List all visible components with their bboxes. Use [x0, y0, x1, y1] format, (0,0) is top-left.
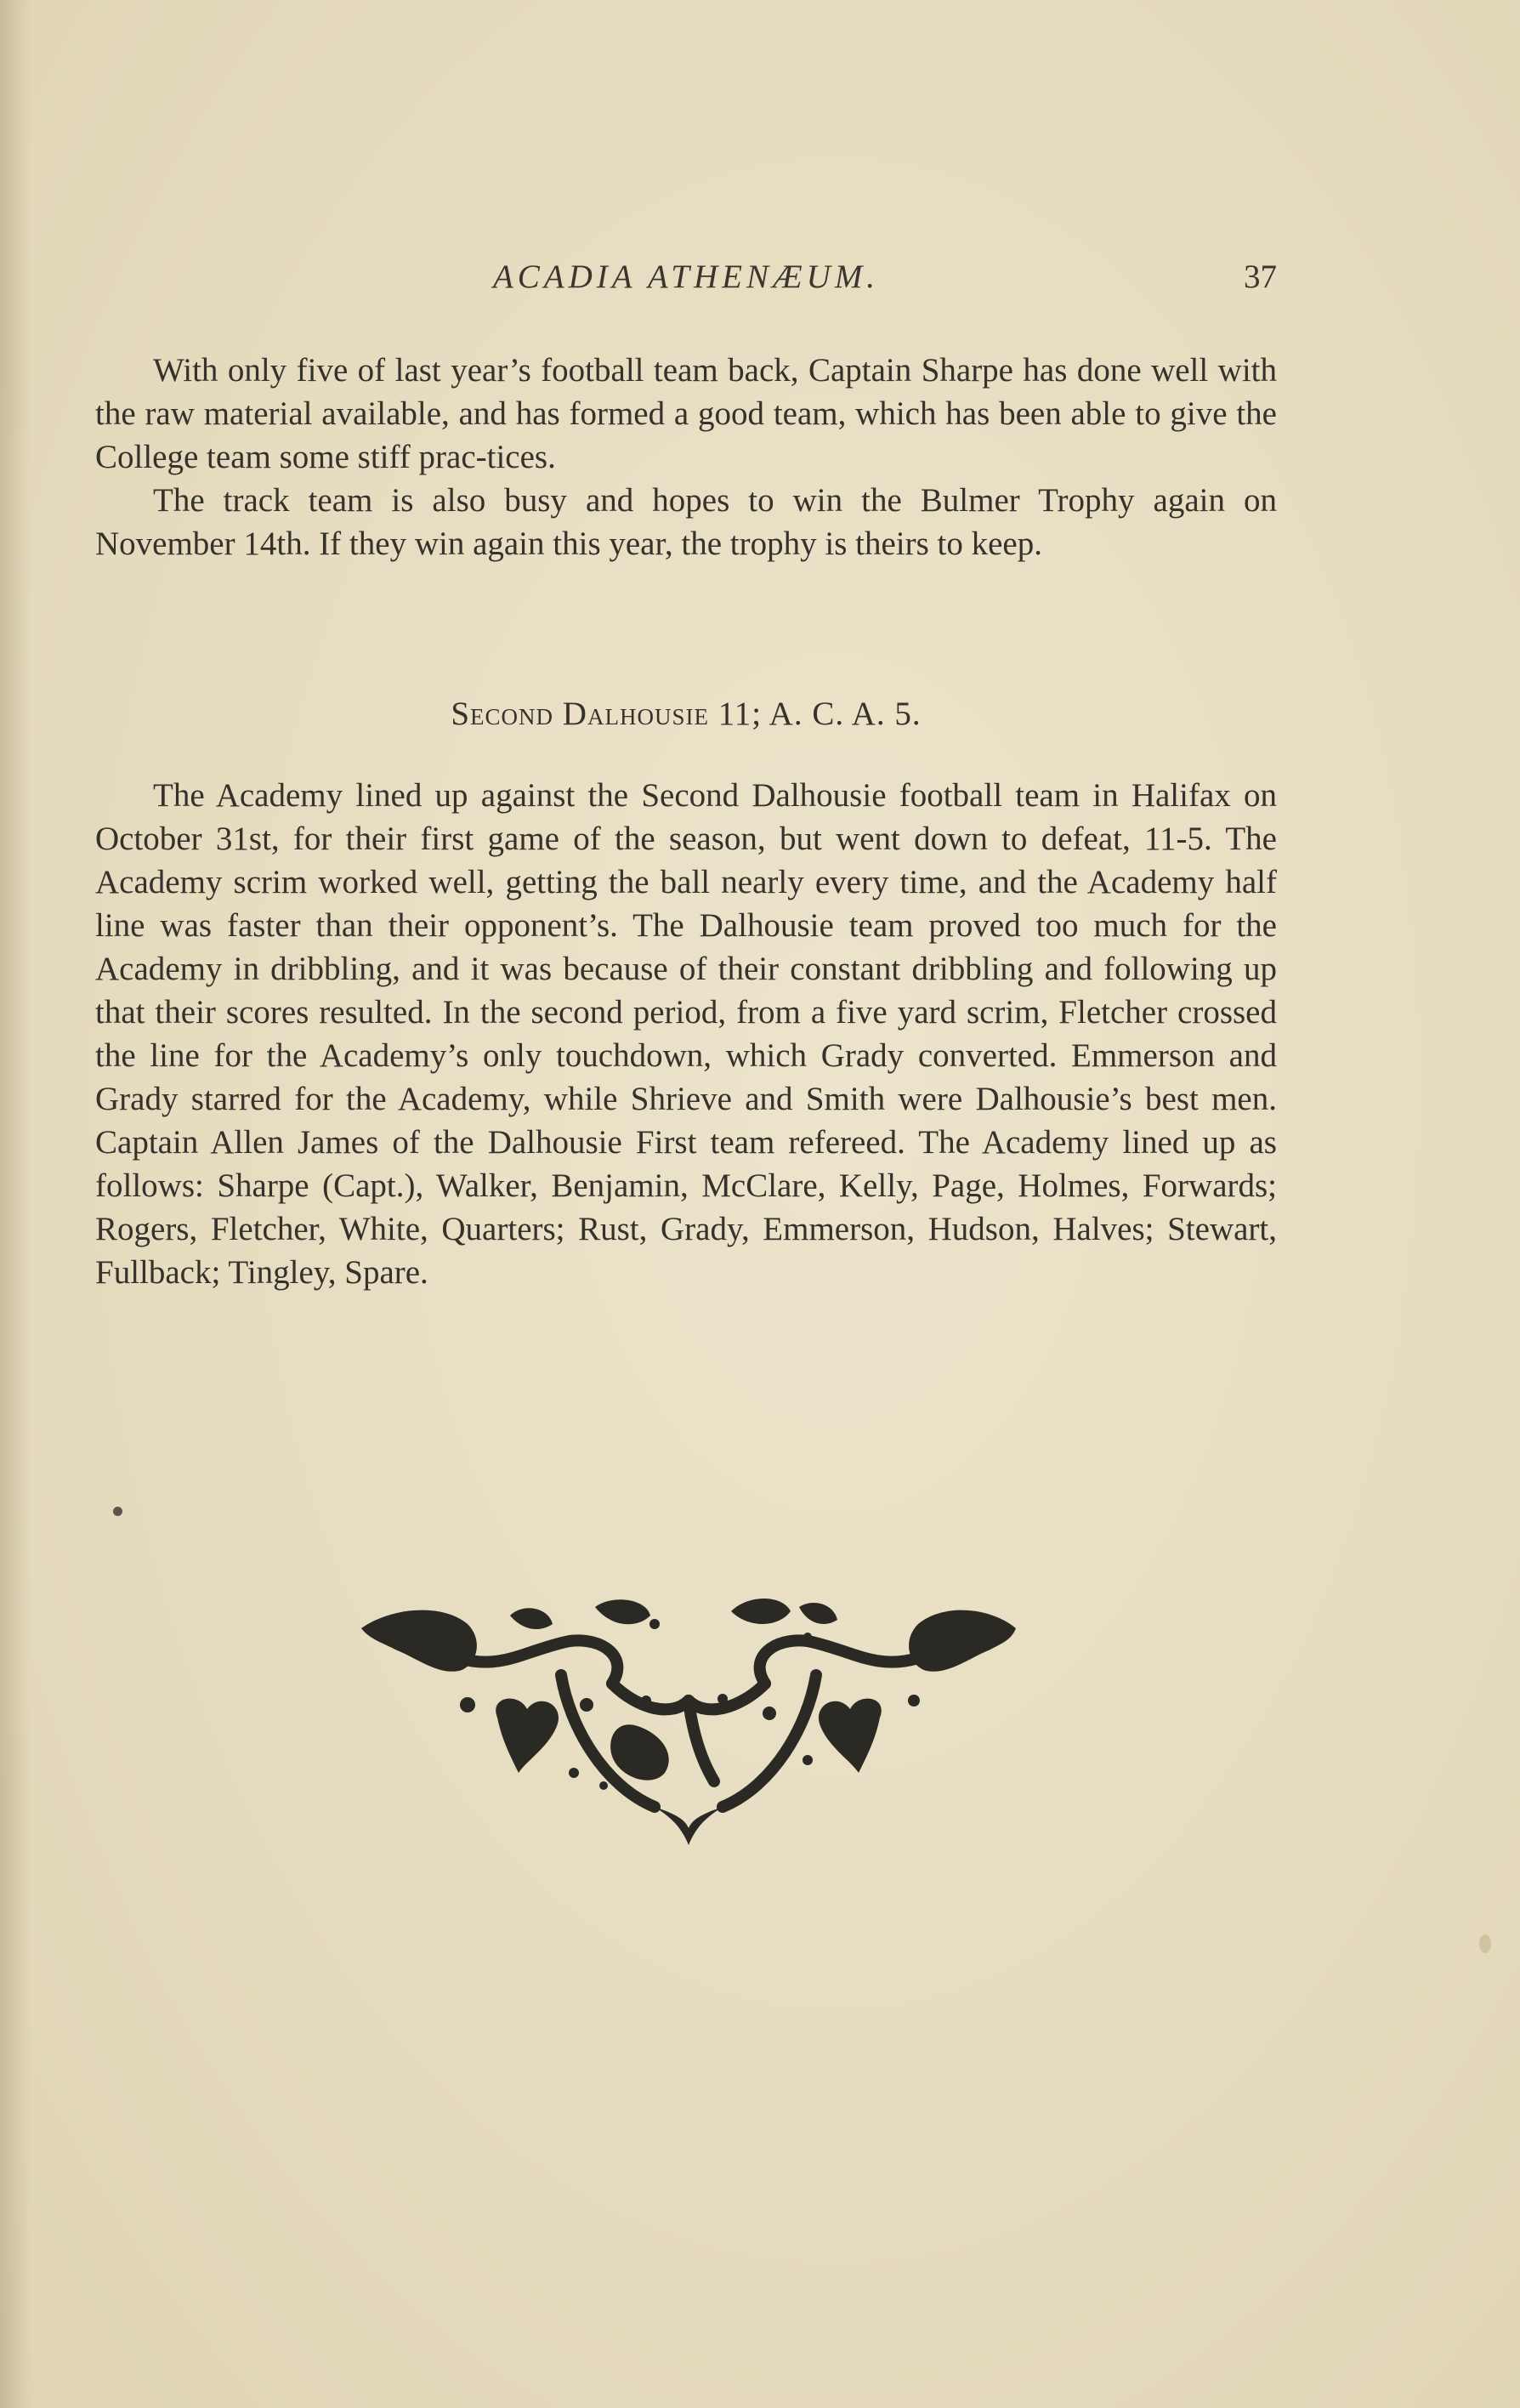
running-title: ACADIA ATHENÆUM.	[492, 258, 880, 295]
opening-section	[95, 349, 1277, 565]
page-gutter-shadow	[0, 0, 31, 2408]
match-report-section	[95, 774, 1277, 1294]
floral-vine-tailpiece-icon	[357, 1590, 1020, 1845]
paragraph-football-team: With only five of last year’s football team back, Captain Sharpe has done well with the raw material available, and has formed a good team, which has been able to give the College team some stiff prac-tices.	[95, 352, 1277, 475]
match-heading: Second Dalhousie 11; A. C. A. 5.	[451, 696, 922, 732]
paper-blemish	[1479, 1934, 1491, 1953]
running-head	[95, 258, 1277, 309]
page-number: 37	[1244, 258, 1277, 295]
ink-speck	[113, 1507, 122, 1516]
paragraph-match-report: The Academy lined up against the Second Dalhousie football team in Halifax on October 31st, for their first game of the season, but went down to defeat, 11-5. The Academy scrim worked well, getting the ball nearly every time, and the Academy half line was faster than their opponent’s. The Dalhousie team proved too much for the Academy in dribbling, and it was because of their constant dribbling and following up that their scores resulted. In the second period, from a five yard scrim, Fletcher crossed the line for the Academy’s only touchdown, which Grady converted. Emmerson and Grady starred for the Academy, while Shrieve and Smith were Dalhousie’s best men. Captain Allen James of the Dalhousie First team refereed. The Academy lined up as follows: Sharpe (Capt.), Walker, Benjamin, McClare, Kelly, Page, Holmes, Forwards; Rogers, Fletcher, White, Quarters; Rust, Grady, Emmerson, Hudson, Halves; Stewart, Fullback; Tingley, Spare.	[95, 777, 1277, 1291]
paragraph-track-team: The track team is also busy and hopes to win the Bulmer Trophy again on November 14th. If they win again this year, the trophy is theirs to keep.	[95, 482, 1277, 562]
